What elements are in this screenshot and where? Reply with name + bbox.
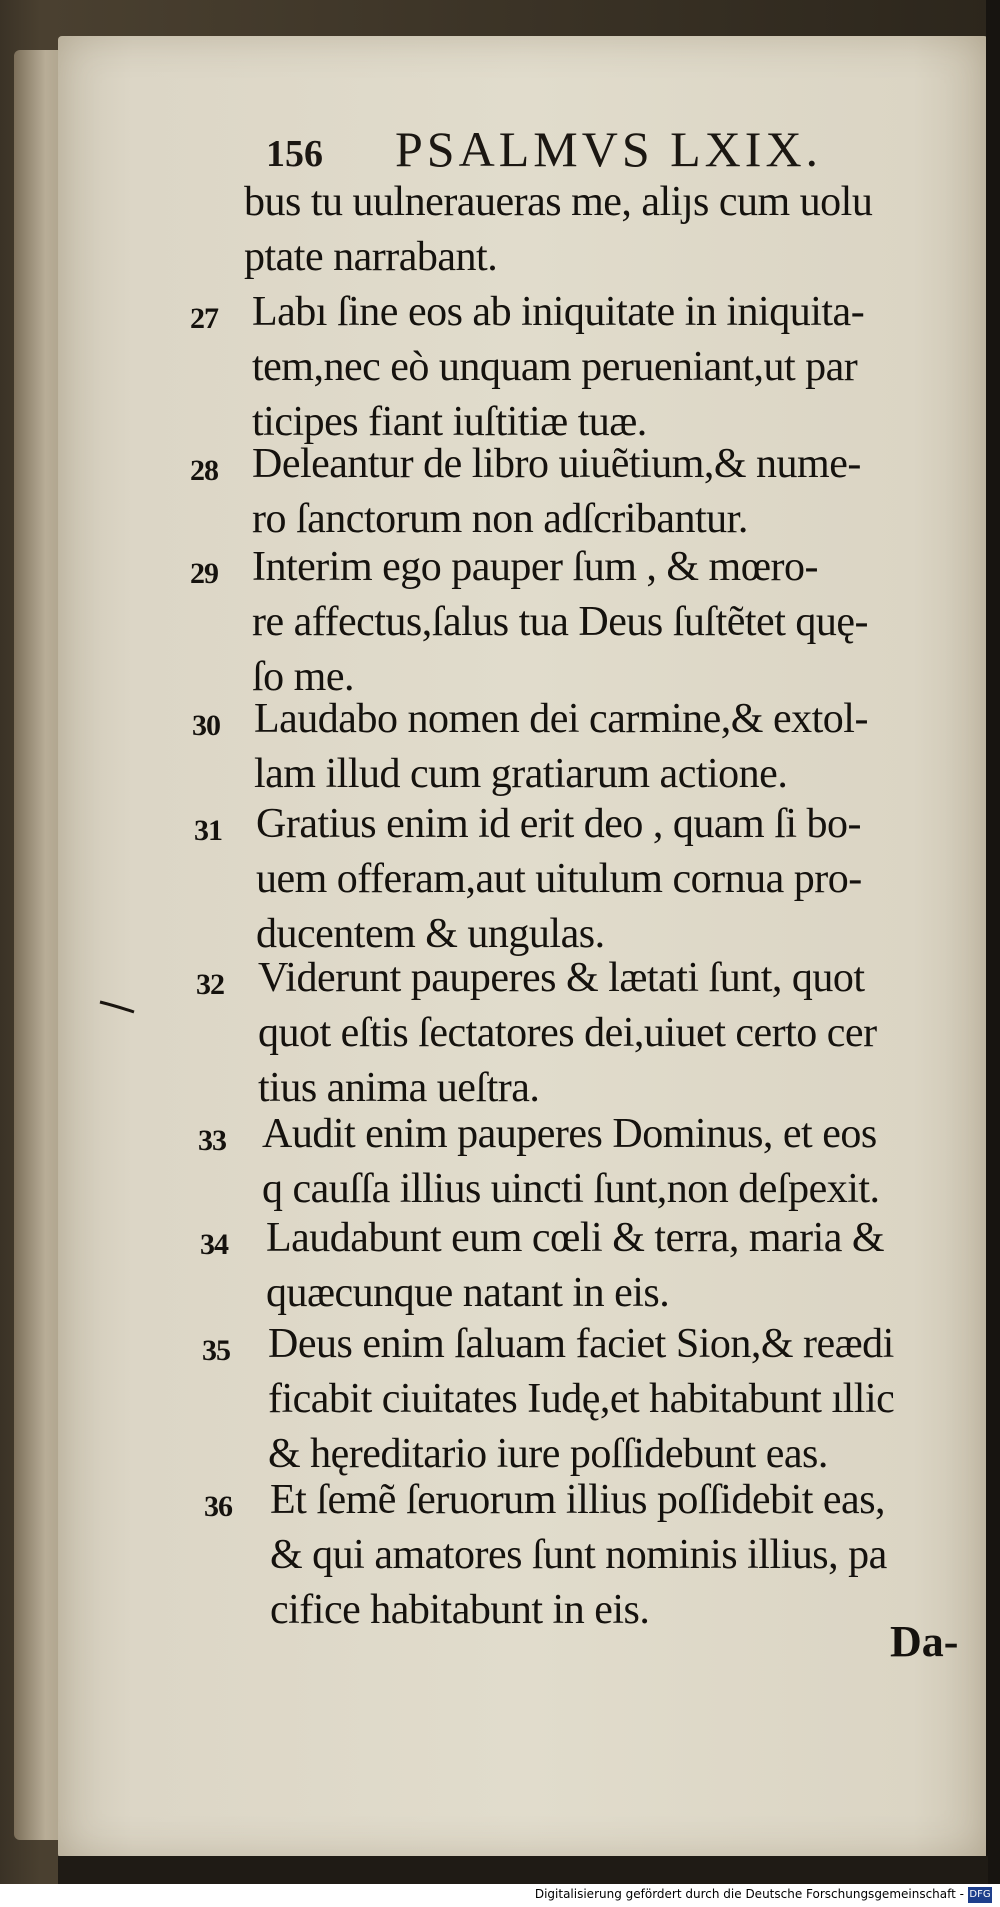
- funding-credit: Digitalisierung gefördert durch die Deutsche Forschungsgemeinschaft -: [534, 1887, 964, 1901]
- page-number: 156: [266, 133, 323, 175]
- verse-number: 28: [190, 454, 218, 487]
- text-line: quæcunque natant in eis.: [266, 1270, 670, 1316]
- text-line: Laudabo nomen dei carmine,& extol-: [254, 696, 868, 742]
- text-line: Deleantur de libro uiuẽtium,& nume-: [252, 441, 861, 487]
- text-line: q cauſſa illius uincti ſunt,non deſpexit.: [262, 1166, 880, 1212]
- text-line: Labı ſine eos ab iniquitate in iniquita-: [252, 289, 865, 335]
- text-line: ducentem & ungulas.: [256, 911, 605, 957]
- text-line: bus tu uulneraueras me, aliȷs cum uolu: [244, 179, 873, 225]
- text-line: ſo me.: [252, 654, 354, 700]
- text-line: ptate narrabant.: [244, 234, 498, 280]
- scan-dark-border: [986, 0, 1000, 1907]
- text-line: re affectus,ſalus tua Deus ſuſtẽtet quę-: [252, 599, 868, 645]
- book-bottom-shadow: [58, 1856, 988, 1884]
- text-line: Et ſemẽ ſeruorum illius poſſidebit eas,: [270, 1477, 886, 1523]
- text-line: & hęreditario iure poſſidebunt eas.: [268, 1431, 828, 1477]
- verse-number: 35: [202, 1334, 230, 1367]
- running-head: PSALMVS LXIX.: [395, 121, 823, 177]
- text-line: quot eſtis ſectatores dei,uiuet certo cer: [258, 1010, 877, 1056]
- text-line: Gratius enim id erit deo , quam ſi bo-: [256, 801, 862, 847]
- text-line: cifice habitabunt in eis.: [270, 1587, 650, 1633]
- text-line: ficabit ciuitates Iudę,et habitabunt ıllic: [268, 1376, 895, 1422]
- text-line: ticipes fiant iuſtitiæ tuæ.: [252, 399, 647, 445]
- text-line: Deus enim ſaluam faciet Sion,& reædi: [268, 1321, 894, 1367]
- text-line: lam illud cum gratiarum actione.: [254, 751, 788, 797]
- verse-number: 36: [204, 1490, 232, 1523]
- text-line: Viderunt pauperes & lætati ſunt, quot: [258, 955, 865, 1001]
- text-line: ro ſanctorum non adſcribantur.: [252, 496, 748, 542]
- page-header: [0, 120, 1000, 180]
- verse-number: 29: [190, 557, 218, 590]
- verse-number: 27: [190, 302, 218, 335]
- margin-pen-mark: [98, 1000, 138, 1014]
- verse-number: 32: [196, 968, 224, 1001]
- verse-number: 34: [200, 1228, 228, 1261]
- text-line: tius anima ueſtra.: [258, 1065, 540, 1111]
- text-line: Interim ego pauper ſum , & mœro-: [252, 544, 819, 590]
- text-line: Laudabunt eum cœli & terra, maria &: [266, 1215, 885, 1261]
- text-line: tem,nec eò unquam perueniant,ut par: [252, 344, 858, 390]
- text-line: & qui amatores ſunt nominis illius, pa: [270, 1532, 887, 1578]
- verse-number: 33: [198, 1124, 226, 1157]
- catchword: Da-: [890, 1617, 959, 1666]
- text-line: Audit enim pauperes Dominus, et eos: [262, 1111, 877, 1157]
- text-line: uem offeram,aut uitulum cornua pro-: [256, 856, 862, 902]
- dfg-logo-icon: DFG: [968, 1887, 992, 1903]
- verse-number: 31: [194, 814, 222, 847]
- digitization-footer: [0, 1884, 1000, 1907]
- verse-number: 30: [192, 709, 220, 742]
